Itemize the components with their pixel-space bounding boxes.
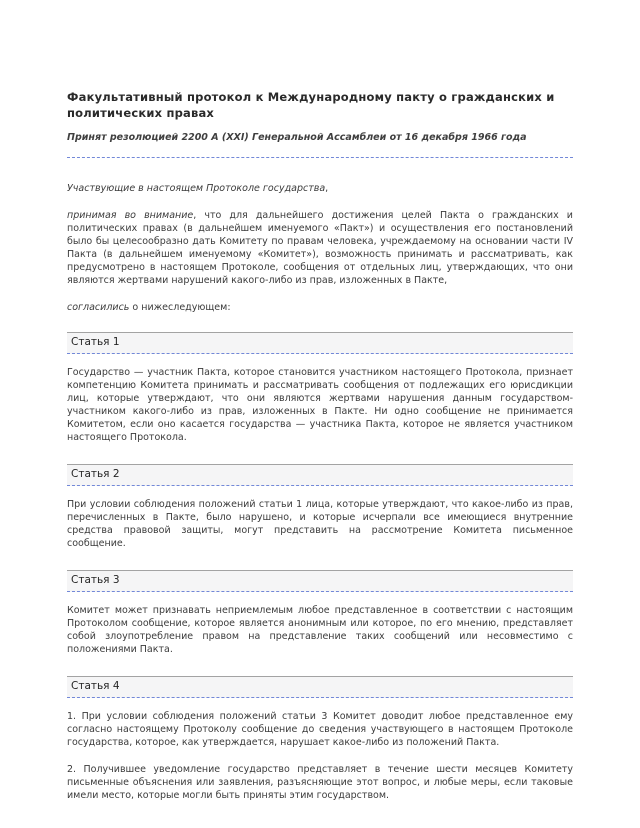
article-4-section <box>67 676 573 802</box>
article-3-paragraph: Комитет может признавать неприемлемым любое представленное в соответствии с настоящим Протоколом сообщение, которое является анонимным или которое, по его мнению, представляет собой злоупотребление правом на представление таких сообщений или несовместимо с положениями Пакта. <box>67 605 573 655</box>
preamble-considering <box>67 209 573 287</box>
document-subtitle: Принят резолюцией 2200 А (XXI) Генеральной Ассамблеи от 16 декабря 1966 года <box>67 132 527 143</box>
top-divider <box>67 157 573 158</box>
preamble-opening-italic: Участвующие в настоящем Протоколе государства <box>67 183 326 194</box>
article-1-paragraph: Государство — участник Пакта, которое становится участником настоящего Протокола, признает компетенцию Комитета принимать и рассматривать сообщения от подлежащих его юрисдикции лиц, которые утверждают, что они являются жертвами нарушения данным государством-участником какого-либо из прав, изложенных в Пакте. Ни одно сообщение не принимается Комитетом, если оно касается государства — участника Пакта, которое не является участником настоящего Протокола. <box>67 367 573 443</box>
preamble-agreed-rest: о нижеследующем: <box>129 302 231 313</box>
preamble-considering-italic: принимая во внимание <box>67 210 194 221</box>
article-4-paragraph-2: 2. Получившее уведомление государство представляет в течение шести месяцев Комитету письменные объяснения или заявления, разъясняющие этот вопрос, и любые меры, если таковые имели место, которые могли быть приняты этим государством. <box>67 764 573 801</box>
article-3-heading: Статья 3 <box>67 570 573 592</box>
article-2-heading: Статья 2 <box>67 464 573 486</box>
preamble-agreed-italic: согласились <box>67 302 130 313</box>
article-3-section <box>67 570 573 656</box>
preamble-agreed <box>67 301 573 314</box>
page-title: Факультативный протокол к Международному пакту о гражданских и политических правах <box>67 90 555 120</box>
article-2-paragraph: При условии соблюдения положений статьи 1 лица, которые утверждают, что какое-либо из прав, перечисленных в Пакте, было нарушено, и которые исчерпали все имеющиеся внутренние средства правовой защиты, могут представить на рассмотрение Комитета письменное сообщение. <box>67 499 573 549</box>
preamble-opening <box>67 182 573 195</box>
preamble-opening-rest: , <box>325 183 329 194</box>
article-2-section <box>67 464 573 550</box>
preamble-considering-rest: , что для дальнейшего достижения целей Пакта о гражданских и политических правах (в дальнейшем именуемого «Пакт») и осуществления его постановлений было бы целесообразно дать Комитету по правам человека, учреждаемому на основании части IV Пакта (в дальнейшем именуемому «Комитет»), возможность принимать и рассматривать, как предусмотрено в настоящем Протоколе, сообщения от отдельных лиц, утверждающих, что они являются жертвами нарушений какого-либо из прав, изложенных в Пакте, <box>67 210 573 286</box>
article-4-heading: Статья 4 <box>67 676 573 698</box>
article-4-paragraph-1: 1. При условии соблюдения положений статьи 3 Комитет доводит любое представленное ему согласно настоящему Протоколу сообщение до сведения участвующего в настоящем Протоколе государства, которое, как утверждается, нарушает какое-либо из положений Пакта. <box>67 711 573 748</box>
article-1-section <box>67 332 573 444</box>
article-1-heading: Статья 1 <box>67 332 573 354</box>
